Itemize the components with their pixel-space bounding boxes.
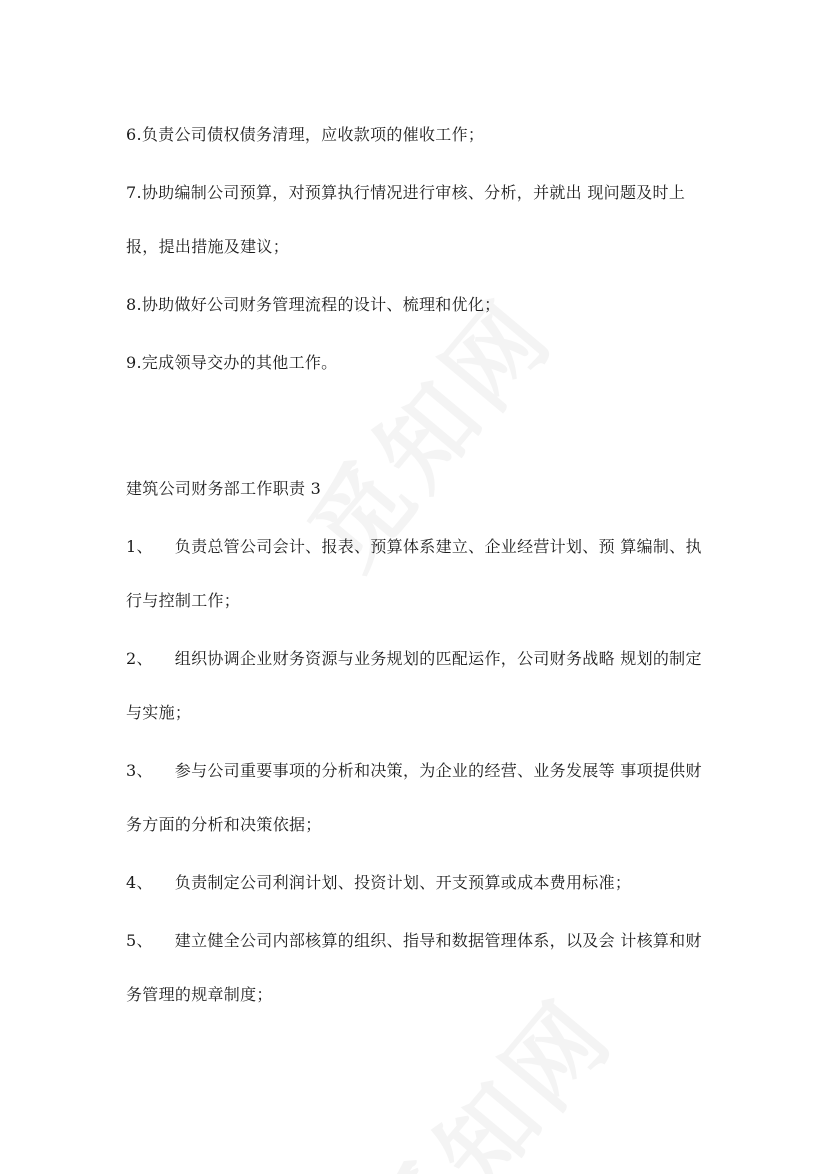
list-item: 9.完成领导交办的其他工作。 — [126, 353, 338, 372]
list-item-number: 2、 — [126, 649, 153, 668]
list-item-number: 1、 — [126, 537, 153, 556]
section-title: 建筑公司财务部工作职责 3 — [126, 479, 322, 498]
list-item: 8.协助做好公司财务管理流程的设计、梳理和优化； — [126, 295, 501, 314]
list-item — [126, 856, 712, 910]
document-body — [126, 108, 712, 1022]
list-item-text: 负责总管公司会计、报表、预算体系建立、企业经营计划、预 算编制、执行与控制工作； — [126, 537, 702, 610]
section-spacer — [126, 390, 712, 462]
list-item-text: 参与公司重要事项的分析和决策，为企业的经营、业务发展等 事项提供财务方面的分析和决策依据； — [126, 761, 702, 834]
list-item — [126, 744, 712, 852]
list-item-text: 建立健全公司内部核算的组织、指导和数据管理体系，以及会 计核算和财务管理的规章制度； — [126, 931, 702, 1004]
list-item-number: 3、 — [126, 761, 153, 780]
list-item-number: 4、 — [126, 873, 153, 892]
list-item: 6.负责公司债权债务清理，应收款项的催收工作； — [126, 125, 485, 144]
list-item — [126, 520, 712, 628]
list-item-number: 5、 — [126, 931, 153, 950]
list-item — [126, 914, 712, 1022]
list-item — [126, 632, 712, 740]
list-item-text: 负责制定公司利润计划、投资计划、开支预算或成本费用标准； — [174, 873, 632, 892]
list-item: 7.协助编制公司预算，对预算执行情况进行审核、分析，并就出 现问题及时上报，提出措施及建议； — [126, 183, 686, 256]
list-item-text: 组织协调企业财务资源与业务规划的匹配运作，公司财务战略 规划的制定与实施； — [126, 649, 702, 722]
